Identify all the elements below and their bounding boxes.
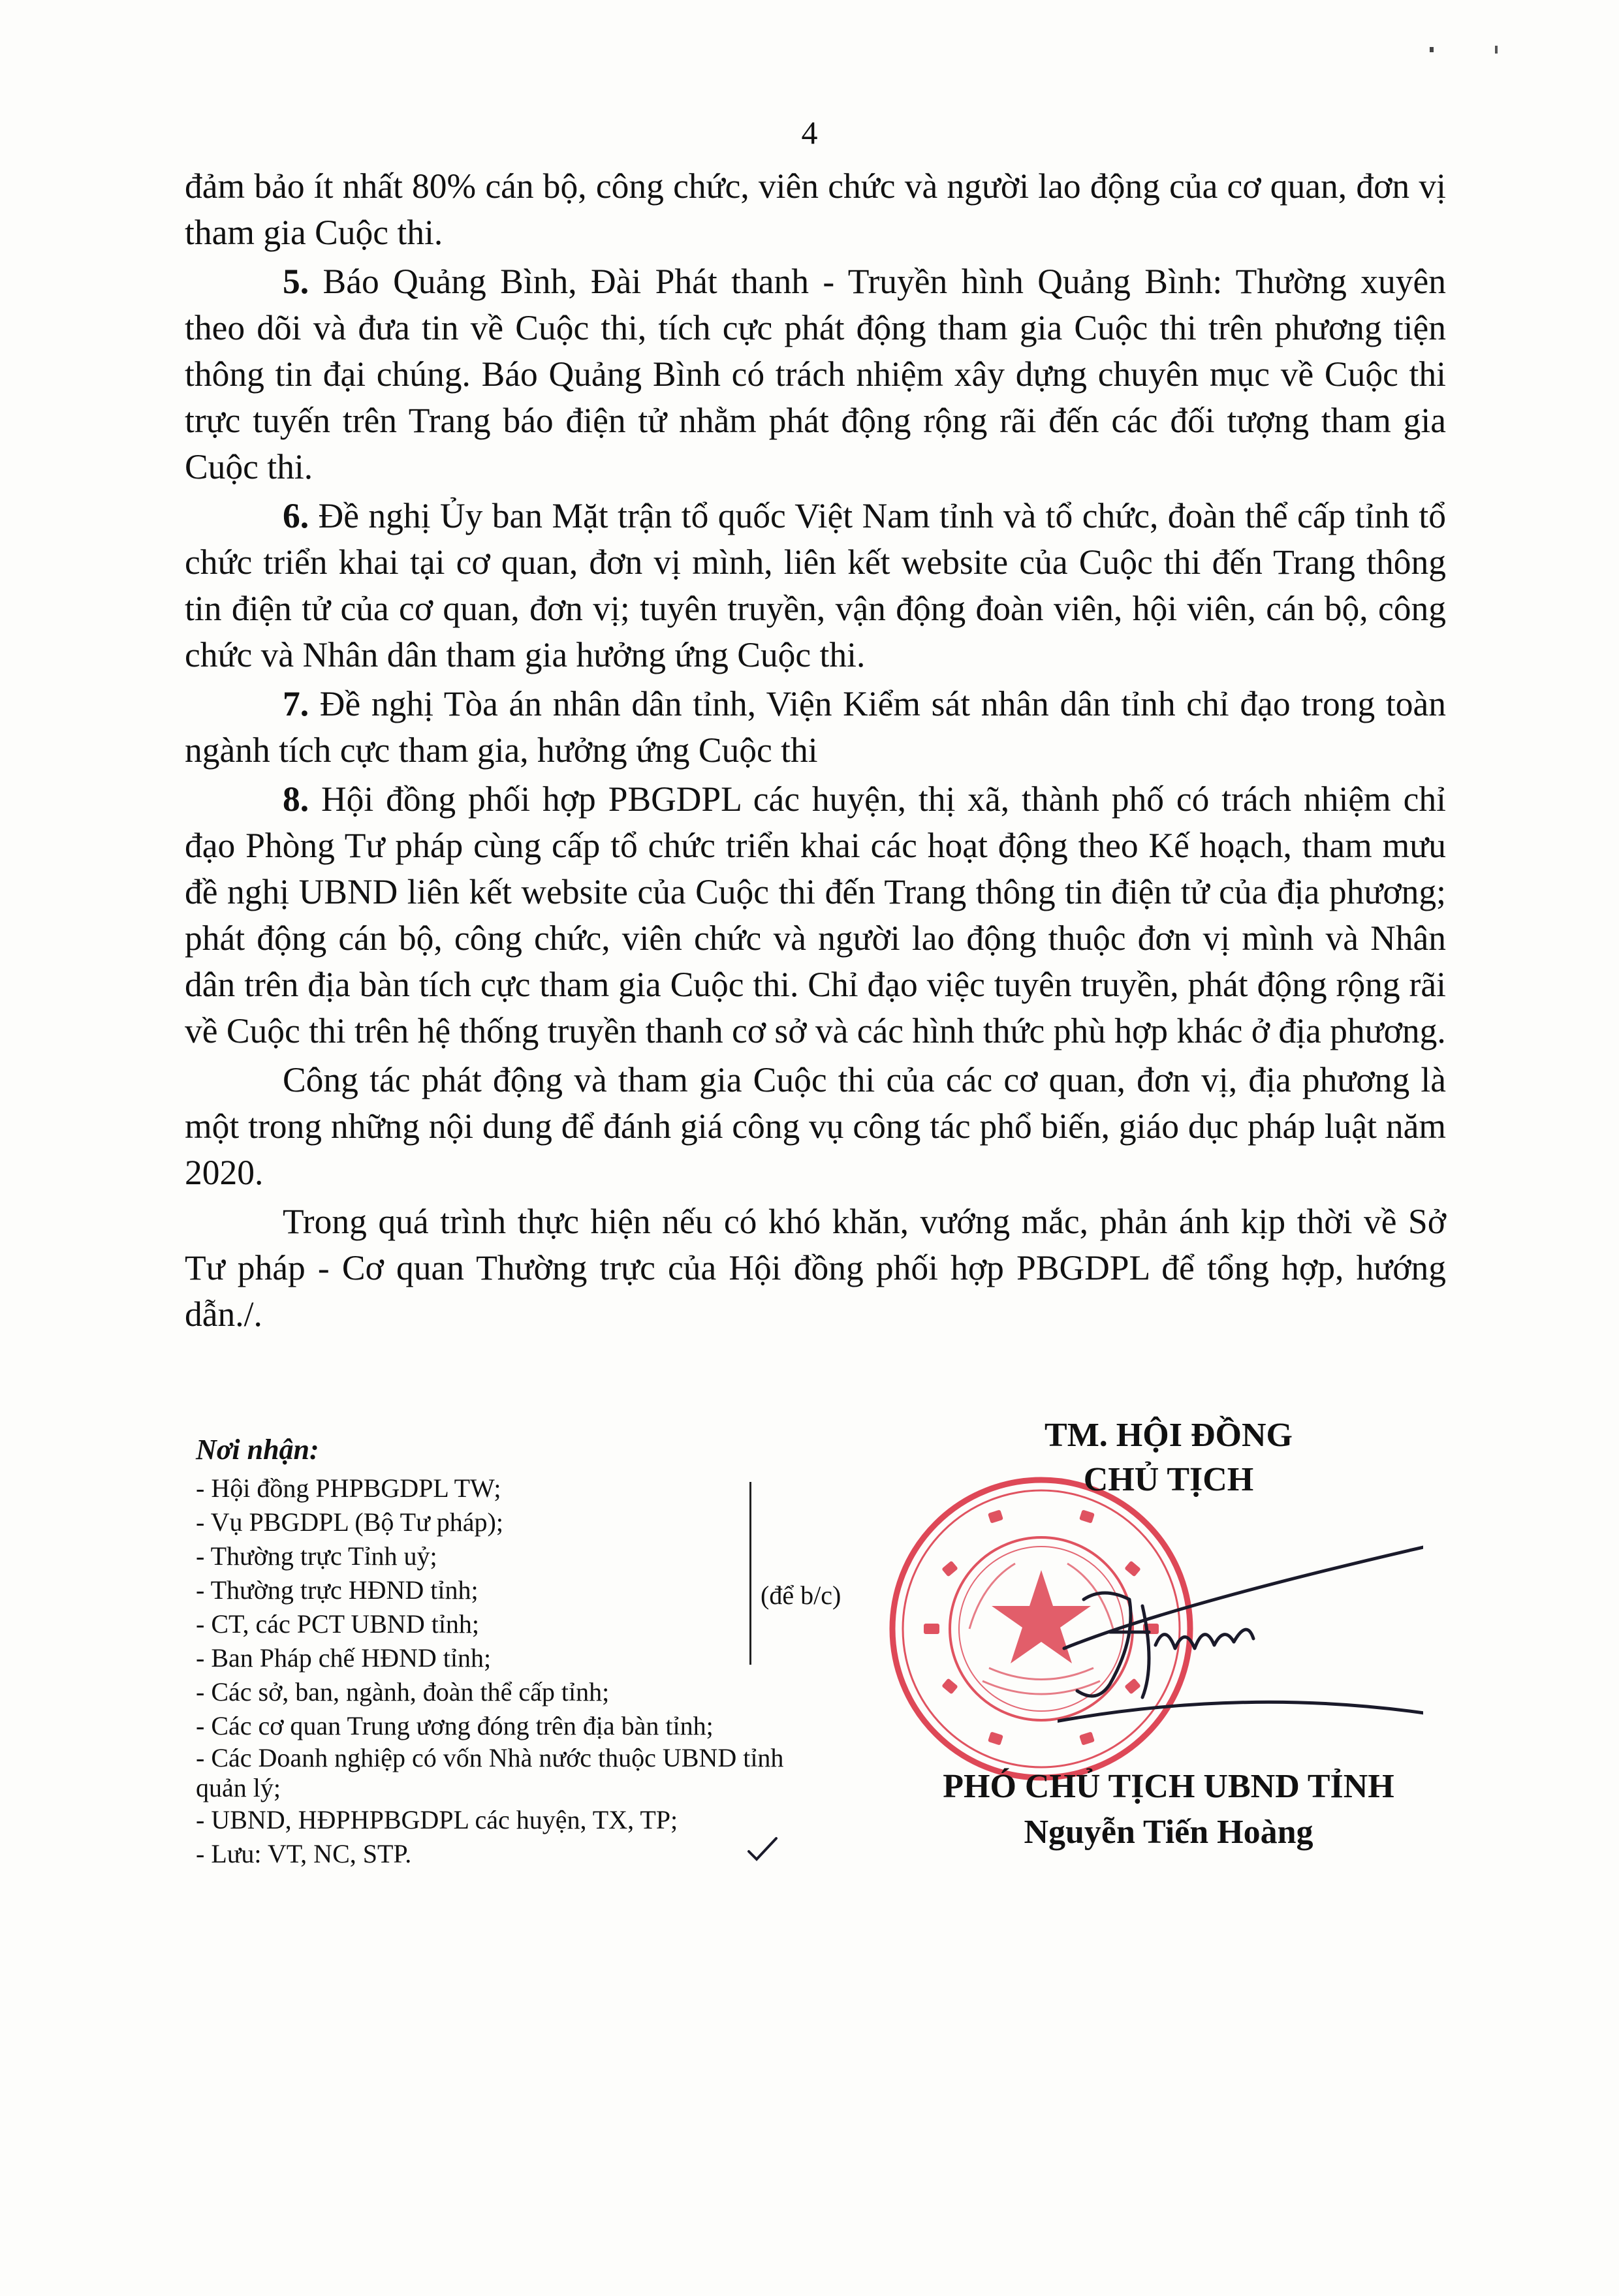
recipient-item: - Thường trực HĐND tỉnh;: [196, 1575, 479, 1605]
page-number: 4: [801, 114, 818, 151]
signer-organization: TM. HỘI ĐỒNG: [1045, 1417, 1293, 1454]
paragraph-item-6: [185, 493, 1446, 678]
recipients-bracket: [749, 1482, 751, 1665]
paragraph-text: Đề nghị Tòa án nhân dân tỉnh, Viện Kiểm sát nhân dân tỉnh chỉ đạo trong toàn ngành tích cực tham gia, hưởng ứng Cuộc thi: [185, 684, 1446, 770]
paragraph-continuation: [185, 163, 1446, 256]
recipient-item: - Ban Pháp chế HĐND tỉnh;: [196, 1643, 492, 1673]
signer-name: Nguyễn Tiến Hoàng: [1024, 1814, 1313, 1851]
recipient-item: - Vụ PBGDPL (Bộ Tư pháp);: [196, 1507, 503, 1537]
signature-block: [875, 1413, 1462, 1851]
paragraph-text: Đề nghị Ủy ban Mặt trận tổ quốc Việt Nam tỉnh và tổ chức, đoàn thể cấp tỉnh tổ chức triển khai tại cơ quan, đơn vị mình, liên kết website của Cuộc thi đến Trang thông tin điện tử của cơ quan, đơn vị; tuyên truyền, vận động đoàn viên, hội viên, cán bộ, công chức và Nhân dân tham gia hưởng ứng Cuộc thi.: [185, 496, 1446, 674]
item-number: 7.: [283, 684, 309, 723]
recipient-item: - Lưu: VT, NC, STP.: [196, 1839, 412, 1868]
checkmark-icon: [746, 1834, 779, 1863]
recipients-block: [196, 1430, 881, 1871]
recipient-item: - Hội đồng PHPBGDPL TW;: [196, 1473, 501, 1503]
item-number: 8.: [283, 779, 309, 819]
paragraph-item-7: [185, 681, 1446, 774]
paragraph-text: Báo Quảng Bình, Đài Phát thanh - Truyền hình Quảng Bình: Thường xuyên theo dõi và đưa tin về Cuộc thi, tích cực phát động tham gia Cuộc thi trên phương tiện thông tin đại chúng. Báo Quảng Bình có trách nhiệm xây dựng chuyên mục về Cuộc thi trực tuyến trên Trang báo điện tử nhằm phát động rộng rãi đến các đối tượng tham gia Cuộc thi.: [185, 262, 1446, 486]
item-number: 6.: [283, 496, 309, 535]
item-number: 5.: [283, 262, 309, 301]
recipients-list: [196, 1471, 881, 1871]
paragraph-closing: [185, 1199, 1446, 1338]
recipient-item: - CT, các PCT UBND tỉnh;: [196, 1609, 480, 1639]
handwritten-signature-icon: [1058, 1534, 1423, 1730]
bracket-note: (để b/c): [761, 1580, 841, 1610]
paragraph-text: Hội đồng phối hợp PBGDPL các huyện, thị xã, thành phố có trách nhiệm chỉ đạo Phòng Tư pháp cùng cấp tổ chức triển khai các hoạt động theo Kế hoạch, tham mưu đề nghị UBND liên kết website của Cuộc thi đến Trang thông tin điện tử của địa phương; phát động cán bộ, công chức, viên chức và người lao động thuộc đơn vị mình và Nhân dân trên địa bàn tích cực tham gia Cuộc thi. Chỉ đạo việc tuyên truyền, phát động rộng rãi về Cuộc thi trên hệ thống truyền thanh cơ sở và các hình thức phù hợp khác ở địa phương.: [185, 779, 1446, 1050]
recipient-item: - Các Doanh nghiệp có vốn Nhà nước thuộc UBND tỉnh quản lý;: [196, 1743, 784, 1802]
paragraph-evaluation: [185, 1057, 1446, 1196]
recipient-item: - Thường trực Tỉnh uỷ;: [196, 1541, 437, 1571]
scan-speck: [1495, 46, 1498, 54]
scan-speck: [1430, 47, 1434, 52]
recipient-item: - Các sở, ban, ngành, đoàn thể cấp tỉnh;: [196, 1677, 610, 1706]
document-body: [185, 163, 1446, 1340]
signer-role: CHỦ TỊCH: [1083, 1461, 1254, 1498]
paragraph-text: Trong quá trình thực hiện nếu có khó khăn, vướng mắc, phản ánh kịp thời về Sở Tư pháp - Cơ quan Thường trực của Hội đồng phối hợp PBGDPL để tổng hợp, hướng dẫn./.: [185, 1202, 1446, 1334]
signer-position: PHÓ CHỦ TỊCH UBND TỈNH: [943, 1768, 1394, 1805]
paragraph-item-5: [185, 259, 1446, 490]
recipient-item: - UBND, HĐPHPBGDPL các huyện, TX, TP;: [196, 1805, 678, 1834]
paragraph-item-8: [185, 776, 1446, 1054]
paragraph-text: đảm bảo ít nhất 80% cán bộ, công chức, viên chức và người lao động của cơ quan, đơn vị tham gia Cuộc thi.: [185, 166, 1446, 252]
recipient-item: - Các cơ quan Trung ương đóng trên địa bàn tỉnh;: [196, 1711, 714, 1740]
recipients-heading: Nơi nhận:: [196, 1434, 319, 1466]
paragraph-text: Công tác phát động và tham gia Cuộc thi của các cơ quan, đơn vị, địa phương là một trong những nội dung để đánh giá công vụ công tác phổ biến, giáo dục pháp luật năm 2020.: [185, 1060, 1446, 1192]
